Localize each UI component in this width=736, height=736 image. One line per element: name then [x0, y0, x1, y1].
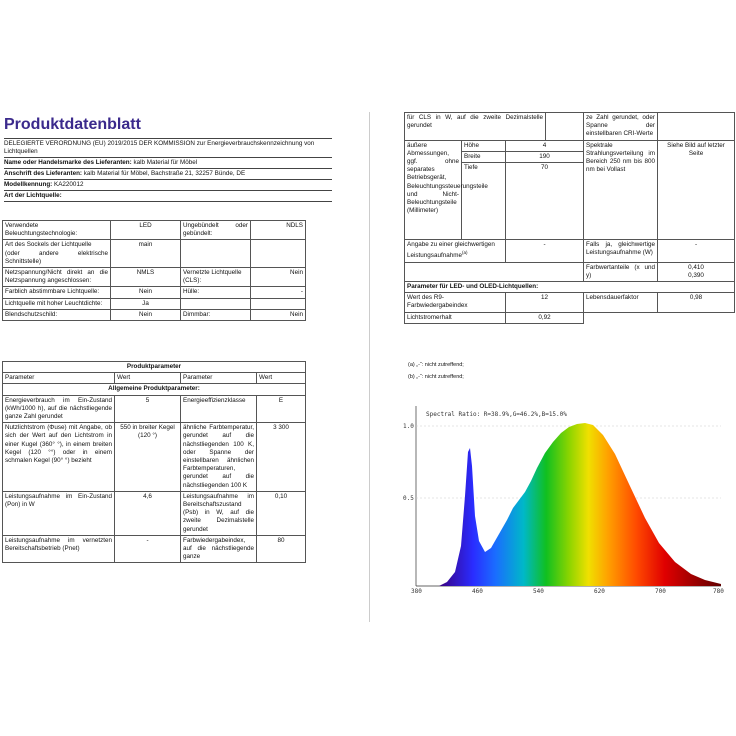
table-row — [405, 312, 735, 323]
socket-label-text: Art des Sockels der Lichtquelle — [5, 241, 92, 249]
mains-value: NMLS — [111, 268, 181, 287]
network-standby-value: - — [115, 535, 181, 563]
color-temp-value: 3 300 — [257, 423, 306, 492]
light-source-table — [2, 220, 306, 321]
lifetime-factor-value: 0,98 — [658, 293, 735, 312]
directional-value: NDLS — [251, 221, 306, 240]
efficiency-class-value: E — [257, 395, 306, 423]
envelope-label: Hülle: — [181, 287, 251, 298]
directional-label: Ungebündelt oder gebündelt: — [181, 221, 251, 240]
address-row — [4, 169, 332, 180]
left-page — [0, 112, 369, 622]
x-tick-label: 620 — [594, 588, 605, 595]
equivalent-watt-value: - — [658, 240, 735, 263]
cls-standby-label: für CLS in W, auf die zweite Dezimalstelle gerundet — [405, 113, 546, 141]
on-power-value: 4,6 — [115, 491, 181, 535]
efficiency-class-label: Energieeffizienzklasse — [181, 395, 257, 423]
chromaticity-value — [658, 262, 735, 281]
type-label: Art der Lichtquelle: — [4, 191, 332, 202]
section-heading: Produktparameter — [3, 362, 306, 373]
high-luminance-label: Lichtquelle mit hoher Leuchtdichte: — [3, 298, 111, 309]
network-standby-label: Leistungsaufnahme im vernetzten Bereitschaftsbetrieb (Pnet) — [3, 535, 115, 563]
column-header: Parameter — [3, 373, 115, 384]
tech-value: LED — [111, 221, 181, 240]
flux-maintenance-label: Lichtstromerhalt — [405, 312, 506, 323]
dimmable-value: Nein — [251, 309, 306, 320]
column-header: Parameter — [181, 373, 257, 384]
table-row — [3, 221, 306, 240]
table-row — [3, 298, 306, 309]
model-row — [4, 180, 332, 191]
envelope-value: - — [251, 287, 306, 298]
table-row — [3, 362, 306, 373]
high-luminance-value: Ja — [111, 298, 181, 309]
energy-consumption-value: 5 — [115, 395, 181, 423]
spectrum-graph — [399, 396, 729, 596]
regulation-text: DELEGIERTE VERORDNUNG (EU) 2019/2015 DER KOMMISSION zur Energieverbrauchskennzeichnung von Lichtquellen — [4, 139, 332, 158]
table-row — [3, 309, 306, 320]
address-value: kalb Material für Möbel, Bachstraße 21, 32257 Bünde, DE — [83, 170, 246, 177]
table-row — [3, 268, 306, 287]
equivalent-power-value: - — [506, 240, 584, 263]
r9-label: Wert des R9-Farbwiedergabeindex — [405, 293, 506, 312]
antiglare-value: Nein — [111, 309, 181, 320]
model-value: KA220012 — [54, 181, 84, 188]
x-tick-label: 780 — [713, 588, 724, 595]
table-row — [3, 395, 306, 423]
tunable-label: Farblich abstimmbare Lichtquelle: — [3, 287, 111, 298]
tunable-value: Nein — [111, 287, 181, 298]
table-row — [405, 140, 735, 151]
table-row — [405, 293, 735, 312]
footnote-a: (a) „-“: nicht zutreffend; — [408, 362, 464, 368]
equivalent-power-text: Angabe zu einer gleichwertigen Leistungsaufnahme — [407, 241, 495, 260]
chromaticity-label: Farbwertanteile (x und y) — [584, 262, 658, 281]
x-tick-label: 380 — [411, 588, 422, 595]
chromaticity-y: 0,390 — [688, 271, 704, 279]
height-label: Höhe — [462, 140, 506, 151]
table-row — [3, 423, 306, 492]
address-label: Anschrift des Lieferanten: — [4, 170, 83, 177]
table-row — [405, 113, 735, 141]
column-header: Wert — [115, 373, 181, 384]
table-row — [3, 384, 306, 395]
table-row — [3, 535, 306, 563]
flux-maintenance-value: 0,92 — [506, 312, 584, 323]
right-parameter-table — [404, 112, 735, 324]
footnote-ref: (a) — [461, 250, 468, 256]
dimensions-label: äußere Abmessungen, ggf. ohne separates Betriebsgerät, Beleuchtungssteuerungsteile und Nicht-Beleuchtungsteile (Millimeter) — [405, 140, 462, 239]
r9-value: 12 — [506, 293, 584, 312]
footnote-b: (b) „-“: nicht zutreffend; — [408, 374, 464, 380]
column-header: Wert — [257, 373, 306, 384]
header-block — [4, 138, 332, 202]
x-tick-label: 700 — [655, 588, 666, 595]
depth-value: 70 — [506, 163, 584, 240]
section-heading: Allgemeine Produktparameter: — [3, 384, 306, 395]
x-tick-label: 540 — [533, 588, 544, 595]
luminous-flux-value: 550 in breiter Kegel (120 °) — [115, 423, 181, 492]
model-label: Modellkennung: — [4, 181, 53, 188]
tech-label: Verwendete Beleuchtungstechnologie: — [3, 221, 111, 240]
height-value: 4 — [506, 140, 584, 151]
equivalent-watt-label: Falls ja, gleichwertige Leistungsaufnahme (W) — [584, 240, 658, 263]
cri-label-cont: ze Zahl gerundet, oder Spanne der einstellbaren CRI-Werte — [584, 113, 658, 141]
section-heading: Parameter für LED- und OLED-Lichtquellen: — [405, 281, 735, 292]
spectral-label: Spektrale Strahlungsverteilung im Bereich 250 nm bis 800 nm bei Vollast — [584, 140, 658, 239]
table-row — [3, 240, 306, 268]
color-temp-label: ähnliche Farbtemperatur, gerundet auf die nächstliegenden 100 K, oder Spanne der einstellbaren ähnlichen Farbtemperaturen, gerundet auf die nächstliegenden 100 K — [181, 423, 257, 492]
socket-label — [3, 240, 111, 268]
spectrum-image — [399, 396, 729, 596]
energy-consumption-label: Energieverbrauch im Ein-Zustand (kWh/1000 h), auf die nächstliegende ganze Zahl gerundet — [3, 395, 115, 423]
antiglare-label: Blendschutzschild: — [3, 309, 111, 320]
brand-label: Name oder Handelsmarke des Lieferanten: — [4, 159, 132, 166]
spectrum-curve — [439, 423, 721, 586]
lifetime-factor-label: Lebensdauerfaktor — [584, 293, 658, 312]
spectral-ratio-text: Spectral Ratio: R=38.9%,G=46.2%,B=15.0% — [426, 411, 567, 418]
width-value: 190 — [506, 151, 584, 162]
socket-value: main — [111, 240, 181, 268]
equivalent-power-label — [405, 240, 506, 263]
mains-label: Netzspannung/Nicht direkt an die Netzspannung angeschlossen: — [3, 268, 111, 287]
dimmable-label: Dimmbar: — [181, 309, 251, 320]
socket-label-sub: (oder andere elektrische Schnittstelle) — [5, 249, 108, 265]
page-divider — [369, 112, 370, 622]
cri-value: 80 — [257, 535, 306, 563]
width-label: Breite — [462, 151, 506, 162]
cls-label: Vernetzte Lichtquelle (CLS): — [181, 268, 251, 287]
on-power-label: Leistungsaufnahme im Ein-Zustand (Pon) in W — [3, 491, 115, 535]
table-row — [405, 281, 735, 292]
luminous-flux-label: Nutzlichtstrom (Φuse) mit Angabe, ob sich der Wert auf den Lichtstrom in einer Kugel (360° °), in einem breiten Kegel (120 °°) oder in einem schmalen Kegel (90° °) bezieht — [3, 423, 115, 492]
table-row — [405, 240, 735, 263]
standby-power-label: Leistungsaufnahme im Bereitschaftszustand (Psb) in W, auf die zweite Dezimalstelle gerundet — [181, 491, 257, 535]
brand-row — [4, 158, 332, 169]
product-parameter-table — [2, 361, 306, 563]
depth-label: Tiefe — [462, 163, 506, 240]
page-title: Produktdatenblatt — [4, 116, 141, 133]
spectral-value: Siehe Bild auf letzter Seite — [658, 140, 735, 239]
cls-value: Nein — [251, 268, 306, 287]
y-tick-label: 1.0 — [403, 423, 414, 430]
table-row — [405, 262, 735, 281]
x-tick-label: 460 — [472, 588, 483, 595]
chromaticity-x: 0,410 — [688, 263, 704, 271]
table-row — [3, 373, 306, 384]
y-tick-label: 0.5 — [403, 495, 414, 502]
table-row — [3, 491, 306, 535]
standby-power-value: 0,10 — [257, 491, 306, 535]
cri-label: Farbwiedergabeindex, auf die nächstliegende ganze — [181, 535, 257, 563]
table-row — [3, 287, 306, 298]
brand-value: kalb Material für Möbel — [133, 159, 198, 166]
